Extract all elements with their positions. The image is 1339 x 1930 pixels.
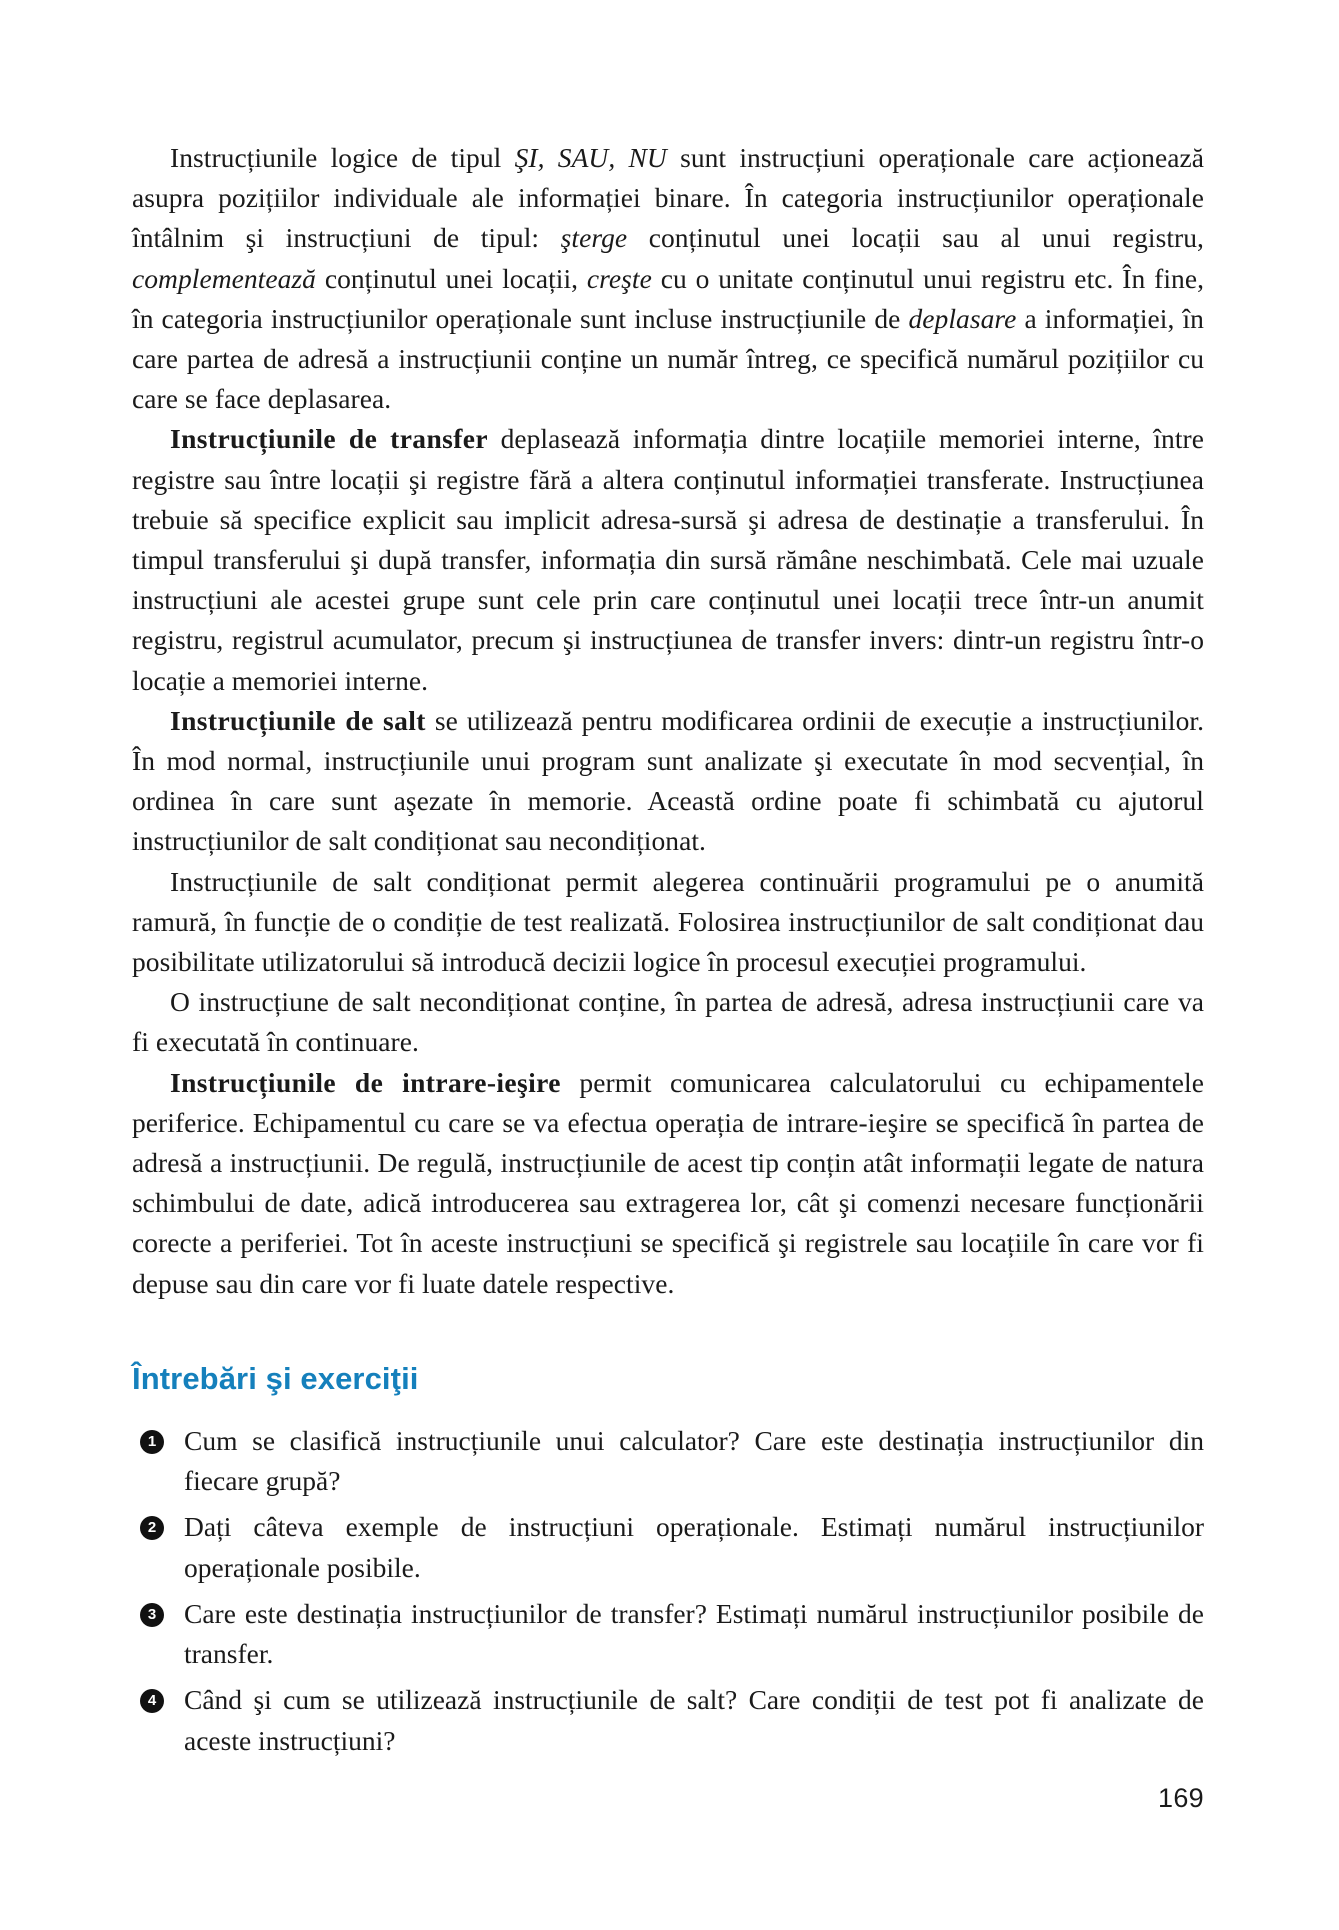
text-run: deplasează informația dintre locațiile memoriei interne, între registre sau între locații şi registre fără a altera conținutul informației transferate. Instrucțiunea trebuie să specifice explicit sau implicit adresa-sursă şi adresa de destinație a transferului. În timpul transferului şi după transfer, informația din sursă rămâne neschimbată. Cele mai uzuale instrucțiuni ale acestei grupe sunt cele prin care conținutul unei locații trece într-un anumit registru, registrul acumulator, precum şi instrucțiunea de transfer invers: dintr-un registru într-o locație a memoriei interne. [132, 423, 1204, 696]
paragraph-logic-instructions [132, 138, 1204, 419]
paragraph-transfer-instructions [132, 419, 1204, 700]
list-item [132, 1421, 1204, 1501]
page-number: 169 [1158, 1783, 1204, 1813]
italic-emphasis-deplasare: deplasare [908, 302, 1017, 334]
text-run: conținutul unei locații sau al unui registru, [627, 222, 1204, 254]
text-run: conținutul unei locații, [315, 262, 587, 294]
italic-emphasis-complementeaza: complementează [132, 262, 316, 294]
text-run: permit comunicarea calculatorului cu echipamentele periferice. Echipamentul cu care se va efectua operația de intrare-ieşire se specifică în partea de adresă a instrucțiunii. De regulă, instrucțiunile de acest tip conțin atât informații legate de natura schimbului de date, adică introducerea sau extragerea lor, cât şi comenzi necesare funcționării corecte a periferiei. Tot în aceste instrucțiuni se specifică şi registrele sau locațiile în care vor fi depuse sau din care vor fi luate datele respective. [132, 1066, 1204, 1299]
question-text: Când şi cum se utilizează instrucțiunile de salt? Care condiții de test pot fi analizate de aceste instrucțiuni? [184, 1684, 1204, 1756]
question-number-marker: 1 [140, 1430, 164, 1454]
text-run: Instrucțiunile logice de tipul [170, 142, 515, 173]
list-item [132, 1507, 1204, 1587]
bold-lead-in-transfer: Instrucțiunile de transfer [170, 423, 489, 455]
text-run: se utilizează pentru modificarea ordinii de execuție a instrucțiunilor. În mod normal, instrucțiunile unui program sunt analizate şi executate în mod secvențial, în ordinea în care sunt aşezate în memorie. Această ordine poate fi schimbată cu ajutorul instrucțiunilor de salt condiționat sau necondiționat. [132, 704, 1204, 857]
italic-emphasis-creste: creşte [586, 262, 652, 294]
text-run: O instrucțiune de salt necondiționat conține, în partea de adresă, adresa instrucțiunii care va fi executată în continuare. [132, 986, 1204, 1058]
questions-list [132, 1421, 1204, 1761]
question-text: Care este destinația instrucțiunilor de transfer? Estimați numărul instrucțiunilor posibile de transfer. [184, 1597, 1204, 1670]
italic-emphasis-sterge: şterge [560, 222, 628, 254]
questions-section-heading: Întrebări şi exerciţii [132, 1360, 419, 1396]
bold-lead-in-jump: Instrucțiunile de salt [170, 704, 426, 736]
bold-lead-in-io: Instrucțiunile de intrare-ieşire [170, 1066, 561, 1098]
text-run: sunt instrucțiuni operaționale care acționează asupra pozițiilor individuale ale informației binare. În categoria instrucțiunilor operaționale întâlnim şi instrucțiuni de tipul: [132, 142, 1204, 254]
list-item [132, 1594, 1204, 1674]
text-run: cu o unitate conținutul unui registru etc. În fine, în categoria instrucțiunilor operaționale sunt incluse instrucțiunile de [132, 262, 1205, 334]
text-run: Instrucțiunile de salt condiționat permit alegerea continuării programului pe o anumită ramură, în funcție de o condiție de test realizată. Folosirea instrucțiunilor de salt condiționat dau posibilitate utilizatorului să introducă decizii logice în procesul execuției programului. [132, 865, 1204, 978]
questions-section [132, 1360, 1204, 1761]
italic-emphasis-logic-ops: ŞI, SAU, NU [514, 142, 667, 173]
text-run: a informației, în care partea de adresă a instrucțiunii conține un număr întreg, ce specifică numărul pozițiilor cu care se face deplasarea. [132, 302, 1204, 415]
question-number-marker: 4 [140, 1689, 164, 1713]
page-content [132, 138, 1204, 1767]
question-text: Dați câteva exemple de instrucțiuni operaționale. Estimați numărul instrucțiunilor operaționale posibile. [184, 1511, 1204, 1583]
paragraph-io-instructions [132, 1063, 1204, 1304]
paragraph-unconditional-jump [132, 982, 1204, 1062]
paragraph-jump-instructions [132, 701, 1204, 862]
question-text: Cum se clasifică instrucțiunile unui calculator? Care este destinația instrucțiunilor din fiecare grupă? [184, 1425, 1204, 1497]
list-item [132, 1680, 1204, 1760]
paragraph-conditional-jump [132, 862, 1204, 983]
question-number-marker: 3 [140, 1603, 164, 1627]
question-number-marker: 2 [140, 1516, 164, 1540]
